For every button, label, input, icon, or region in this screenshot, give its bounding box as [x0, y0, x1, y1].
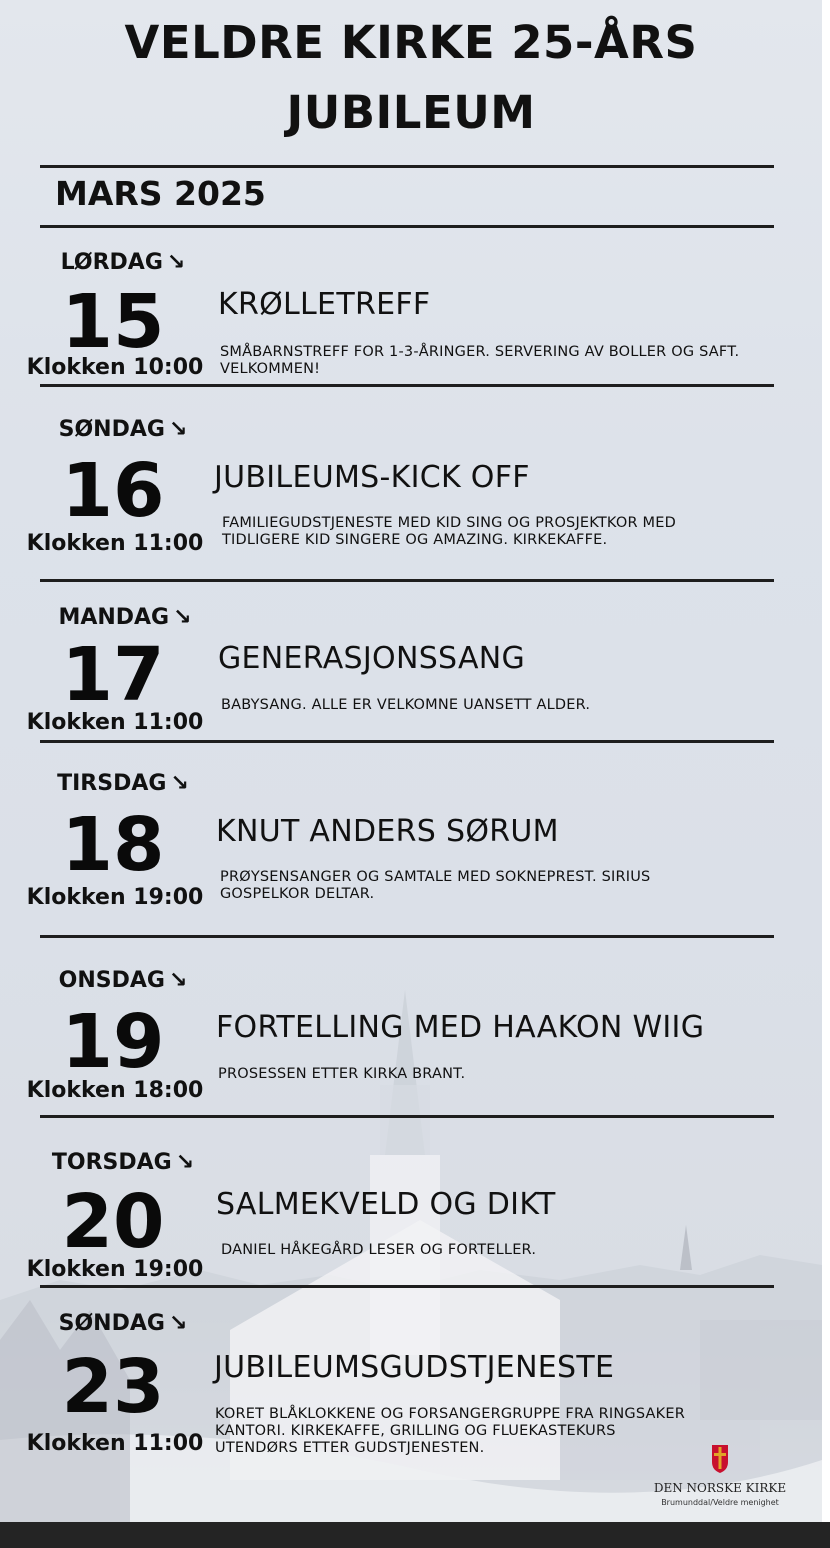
event-description: DANIEL HÅKEGÅRD LESER OG FORTELLER.: [221, 1242, 537, 1258]
cross-shield-icon: [711, 1444, 729, 1474]
event-weekday: TORSDAG ↘: [51, 1150, 195, 1175]
event-day-number: 16: [61, 448, 165, 534]
event-description: SMÅBARNSTREFF FOR 1-3-ÅRINGER. SERVERING AV BOLLER OG SAFT. VELKOMMEN!: [220, 344, 740, 377]
divider: [40, 384, 774, 387]
event-title: GENERASJONSSANG: [218, 641, 526, 676]
divider: [40, 1285, 774, 1288]
event-weekday: SØNDAG ↘: [58, 417, 188, 442]
event-weekday: MANDAG ↘: [58, 605, 192, 630]
event-title: SALMEKVELD OG DIKT: [216, 1187, 556, 1222]
event-title: FORTELLING MED HAAKON WIIG: [216, 1010, 705, 1045]
poster-title-line2: JUBILEUM: [286, 86, 536, 139]
arrow-down-right-icon: ↘: [166, 250, 186, 275]
event-day-number: 20: [61, 1179, 165, 1265]
arrow-down-right-icon: ↘: [173, 605, 192, 630]
event-day-number: 17: [61, 632, 165, 718]
church-logo: [640, 1444, 800, 1514]
event-day-number: 15: [61, 279, 165, 365]
event-description: PRØYSENSANGER OG SAMTALE MED SOKNEPREST. SIRIUS GOSPELKOR DELTAR.: [220, 869, 651, 902]
event-weekday: LØRDAG ↘: [60, 250, 186, 275]
event-day-number: 23: [61, 1344, 165, 1430]
event-day-number: 18: [61, 802, 165, 888]
event-weekday: ONSDAG ↘: [58, 968, 188, 993]
divider: [40, 1115, 774, 1118]
event-title: KNUT ANDERS SØRUM: [216, 814, 559, 849]
event-weekday: SØNDAG ↘: [58, 1311, 188, 1336]
event-day-number: 19: [61, 999, 165, 1085]
bottom-bar: [0, 1522, 830, 1548]
event-time: Klokken 19:00: [26, 1257, 204, 1282]
divider: [40, 935, 774, 938]
event-description: BABYSANG. ALLE ER VELKOMNE UANSETT ALDER.: [221, 697, 591, 713]
divider: [40, 165, 774, 168]
event-description: KORET BLÅKLOKKENE OG FORSANGERGRUPPE FRA RINGSAKER KANTORI. KIRKEKAFFE, GRILLING OG FLUEKASTEKURS UTENDØRS ETTER GUDSTJENESTEN.: [215, 1406, 685, 1456]
divider: [40, 579, 774, 582]
arrow-down-right-icon: ↘: [168, 968, 188, 993]
divider: [40, 225, 774, 228]
event-time: Klokken 11:00: [26, 1431, 204, 1456]
logo-subtitle: Brumunddal/Veldre menighet: [661, 1498, 779, 1507]
event-time: Klokken 19:00: [26, 885, 204, 910]
event-weekday: TIRSDAG ↘: [57, 771, 189, 796]
event-description: FAMILIEGUDSTJENESTE MED KID SING OG PROSJEKTKOR MED TIDLIGERE KID SINGERE OG AMAZING. KIRKEKAFFE.: [222, 515, 676, 548]
divider: [40, 740, 774, 743]
logo-name: DEN NORSKE KIRKE: [653, 1481, 787, 1495]
arrow-down-right-icon: ↘: [168, 1311, 188, 1336]
event-description: PROSESSEN ETTER KIRKA BRANT.: [218, 1066, 466, 1082]
arrow-down-right-icon: ↘: [175, 1150, 195, 1175]
event-time: Klokken 11:00: [26, 710, 204, 735]
event-title: JUBILEUMSGUDSTJENESTE: [214, 1350, 615, 1385]
event-title: KRØLLETREFF: [218, 287, 431, 322]
event-time: Klokken 11:00: [26, 531, 204, 556]
arrow-down-right-icon: ↘: [168, 417, 188, 442]
arrow-down-right-icon: ↘: [170, 771, 189, 796]
event-time: Klokken 18:00: [26, 1078, 204, 1103]
event-title: JUBILEUMS-KICK OFF: [214, 460, 530, 495]
poster-title-line1: VELDRE KIRKE 25-ÅRS: [124, 16, 698, 69]
event-time: Klokken 10:00: [26, 355, 204, 380]
month-heading: MARS 2025: [55, 174, 266, 213]
